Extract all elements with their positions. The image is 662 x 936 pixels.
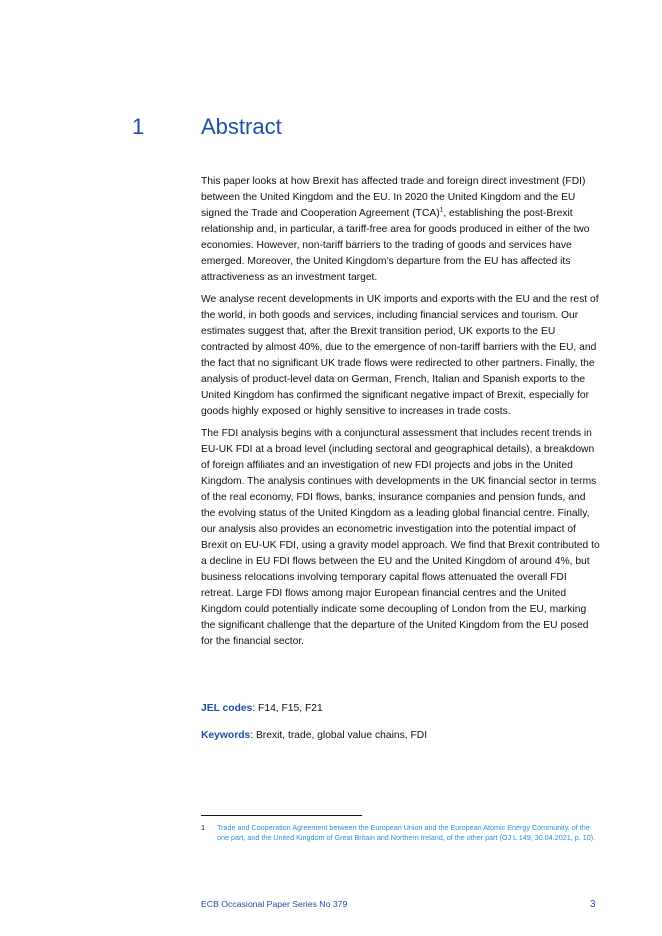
- paragraph-2: We analyse recent developments in UK imports and exports with the EU and the rest of the world, in both goods and services, including financial services and tourism. Our estimates suggest that, after the Brexit transition period, UK exports to the EU contracted by almost 40%, due to the emergence of non-tariff barriers with the EU, and the fact that no significant UK trade flows were redirected to other partners. Finally, the analysis of product-level data on German, French, Italian and Spanish exports to the United Kingdom has confirmed the significant negative impact of Brexit, especially for goods highly exposed or highly sensitive to increases in trade costs.: [201, 294, 599, 417]
- jel-codes: [201, 701, 323, 717]
- footnote-link[interactable]: Trade and Cooperation Agreement between the European Union and the European Atomic Energy Community, of the one part, and the United Kingdom of Great Britain and Northern Ireland, of the other part (OJ L 149, 30.04.2021, p. 10).: [217, 823, 596, 842]
- footer-page-number: 3: [590, 899, 596, 910]
- footnote-divider: [201, 815, 362, 816]
- footnote: [201, 823, 602, 843]
- abstract-body: [201, 174, 602, 656]
- footnote-marker: 1: [201, 823, 205, 832]
- paragraph-1-text-start: This paper looks at how Brexit has affected trade and foreign direct investment (FDI) between the United Kingdom and the EU. In 2020 the United Kingdom and the EU signed the Trade and Cooperation Agreement (TCA): [201, 176, 586, 219]
- keywords-label: Keywords: [201, 730, 251, 741]
- paragraph-1-text-end: , establishing the post-Brexit relationship and, in particular, a tariff-free area for goods produced in either of the two economies. However, non-tariff barriers to the trading of goods and services have emerged. Moreover, the United Kingdom’s departure from the EU has affected its attractiveness as an investment target.: [201, 208, 590, 283]
- jel-codes-label: JEL codes: [201, 703, 253, 714]
- page-title: Abstract: [201, 114, 282, 139]
- footnote-reference-marker: 1: [439, 206, 444, 214]
- paragraph-3: The FDI analysis begins with a conjunctural assessment that includes recent trends in EU-UK FDI at a broad level (including sectoral and geographical details), a breakdown of foreign affiliates and an investigation of new FDI projects and jobs in the United Kingdom. The analysis continues with developments in the UK financial sector in terms of the real economy, FDI flows, banks, insurance companies and pension funds, and the evolving status of the United Kingdom as a leading global financial centre. Finally, our analysis also provides an econometric investigation into the potential impact of Brexit on EU-UK FDI, using a gravity model approach. We find that Brexit contributed to a decline in EU FDI flows between the EU and the United Kingdom of around 4%, but business relocations involving temporary capital flows attenuated the overall FDI retreat. Large FDI flows among major European financial centres and the United Kingdom could potentially indicate some decoupling of London from the EU, marking the significant challenge that the departure of the United Kingdom from the EU posed for the financial sector.: [201, 428, 600, 647]
- keywords: [201, 728, 427, 744]
- keywords-value: : Brexit, trade, global value chains, FDI: [250, 730, 428, 741]
- paragraph-1: [201, 174, 602, 286]
- footer-series-title: ECB Occasional Paper Series No 379: [201, 899, 348, 909]
- section-number: 1: [132, 114, 145, 139]
- jel-codes-value: : F14, F15, F21: [252, 703, 323, 714]
